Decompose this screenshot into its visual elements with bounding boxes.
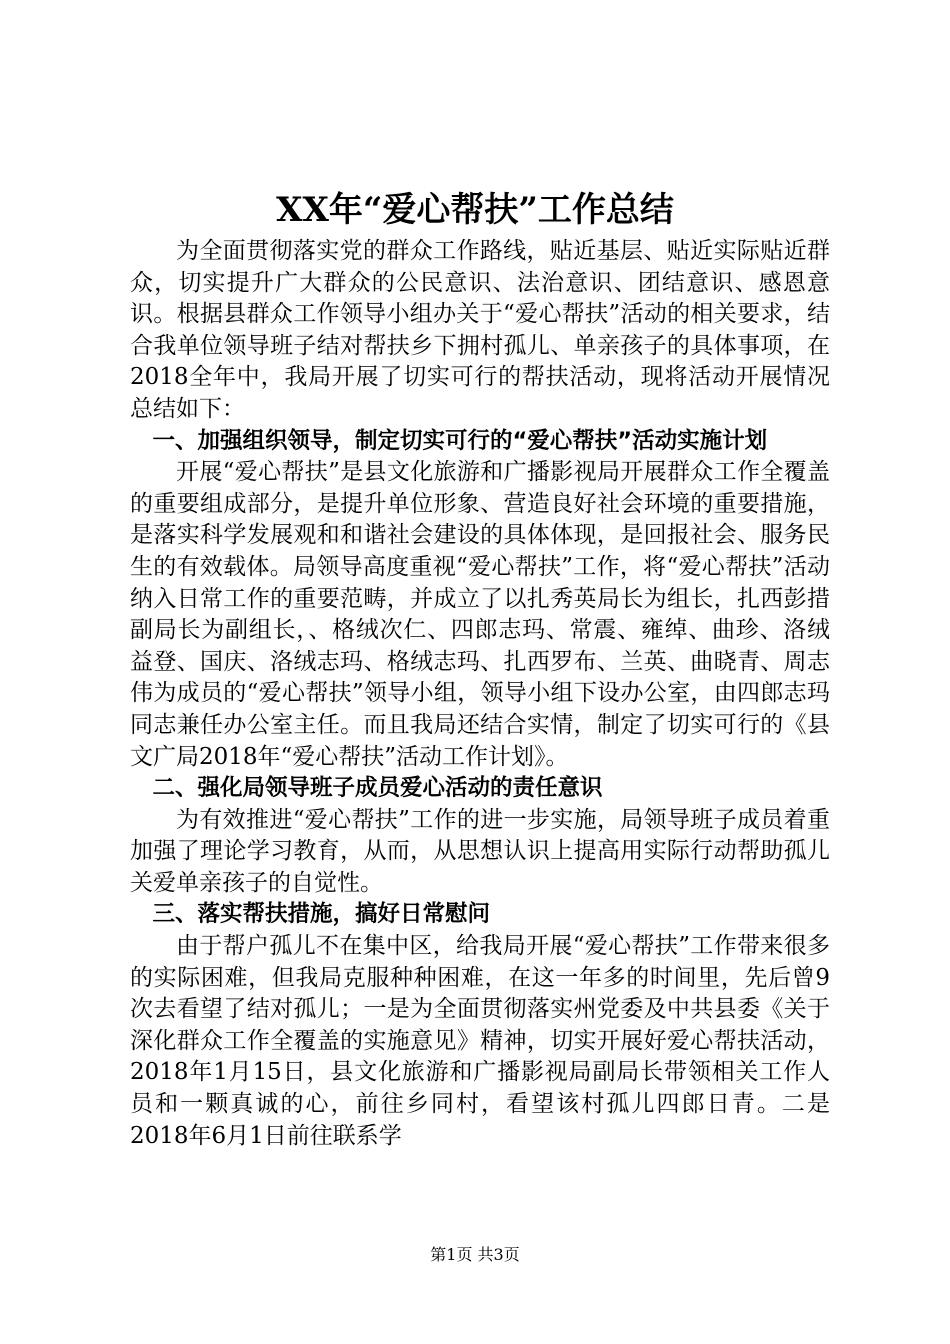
page-footer: 第1页 共3页 <box>430 1245 520 1264</box>
section-1-paragraph: 开展“爱心帮扶”是县文化旅游和广播影视局开展群众工作全覆盖的重要组成部分，是提升单位形象、营造良好社会环境的重要措施，是落实科学发展观和和谐社会建设的具体体现，是回报社会、服务民生的有效载体。局领导高度重视“爱心帮扶”工作，将“爱心帮扶”活动纳入日常工作的重要范畴，并成立了以扎秀英局长为组长，扎西彭措副局长为副组长，、格绒次仁、四郎志玛、常震、雍绰、曲珍、洛绒益登、国庆、洛绒志玛、格绒志玛、扎西罗布、兰英、曲晓青、周志伟为成员的“爱心帮扶”领导小组，领导小组下设办公室，由四郎志玛同志兼任办公室主任。而且我局还结合实情，制定了切实可行的《县文广局2018年“爱心帮扶”活动工作计划》。 <box>130 459 830 770</box>
document-title: XX年“爱心帮扶”工作总结 <box>276 190 674 230</box>
document-body <box>130 236 830 1152</box>
section-heading-3: 三、落实帮扶措施，搞好日常慰问 <box>152 901 491 928</box>
section-2-paragraph: 为有效推进“爱心帮扶”工作的进一步实施，局领导班子成员着重加强了理论学习教育，从而，从思想认识上提高用实际行动帮助孤儿关爱单亲孩子的自觉性。 <box>130 806 830 896</box>
section-3-paragraph: 由于帮户孤儿不在集中区，给我局开展“爱心帮扶”工作带来很多的实际困难，但我局克服种种困难，在这一年多的时间里，先后曾9次去看望了结对孤儿；一是为全面贯彻落实州党委及中共县委《关于深化群众工作全覆盖的实施意见》精神，切实开展好爱心帮扶活动，2018年1月15日，县文化旅游和广播影视局副局长带领相关工作人员和一颗真诚的心，前往乡同村，看望该村孤儿四郎日青。二是2018年6月1日前往联系学 <box>130 933 830 1149</box>
intro-paragraph: 为全面贯彻落实党的群众工作路线，贴近基层、贴近实际贴近群众，切实提升广大群众的公民意识、法治意识、团结意识、感恩意识。根据县群众工作领导小组办关于“爱心帮扶”活动的相关要求，结合我单位领导班子结对帮扶乡下拥村孤儿、单亲孩子的具体事项，在2018全年中，我局开展了切实可行的帮扶活动，现将活动开展情况总结如下： <box>130 238 830 422</box>
section-heading-1: 一、加强组织领导，制定切实可行的“爱心帮扶”活动实施计划 <box>152 427 768 454</box>
section-heading-2: 二、强化局领导班子成员爱心活动的责任意识 <box>152 775 603 802</box>
